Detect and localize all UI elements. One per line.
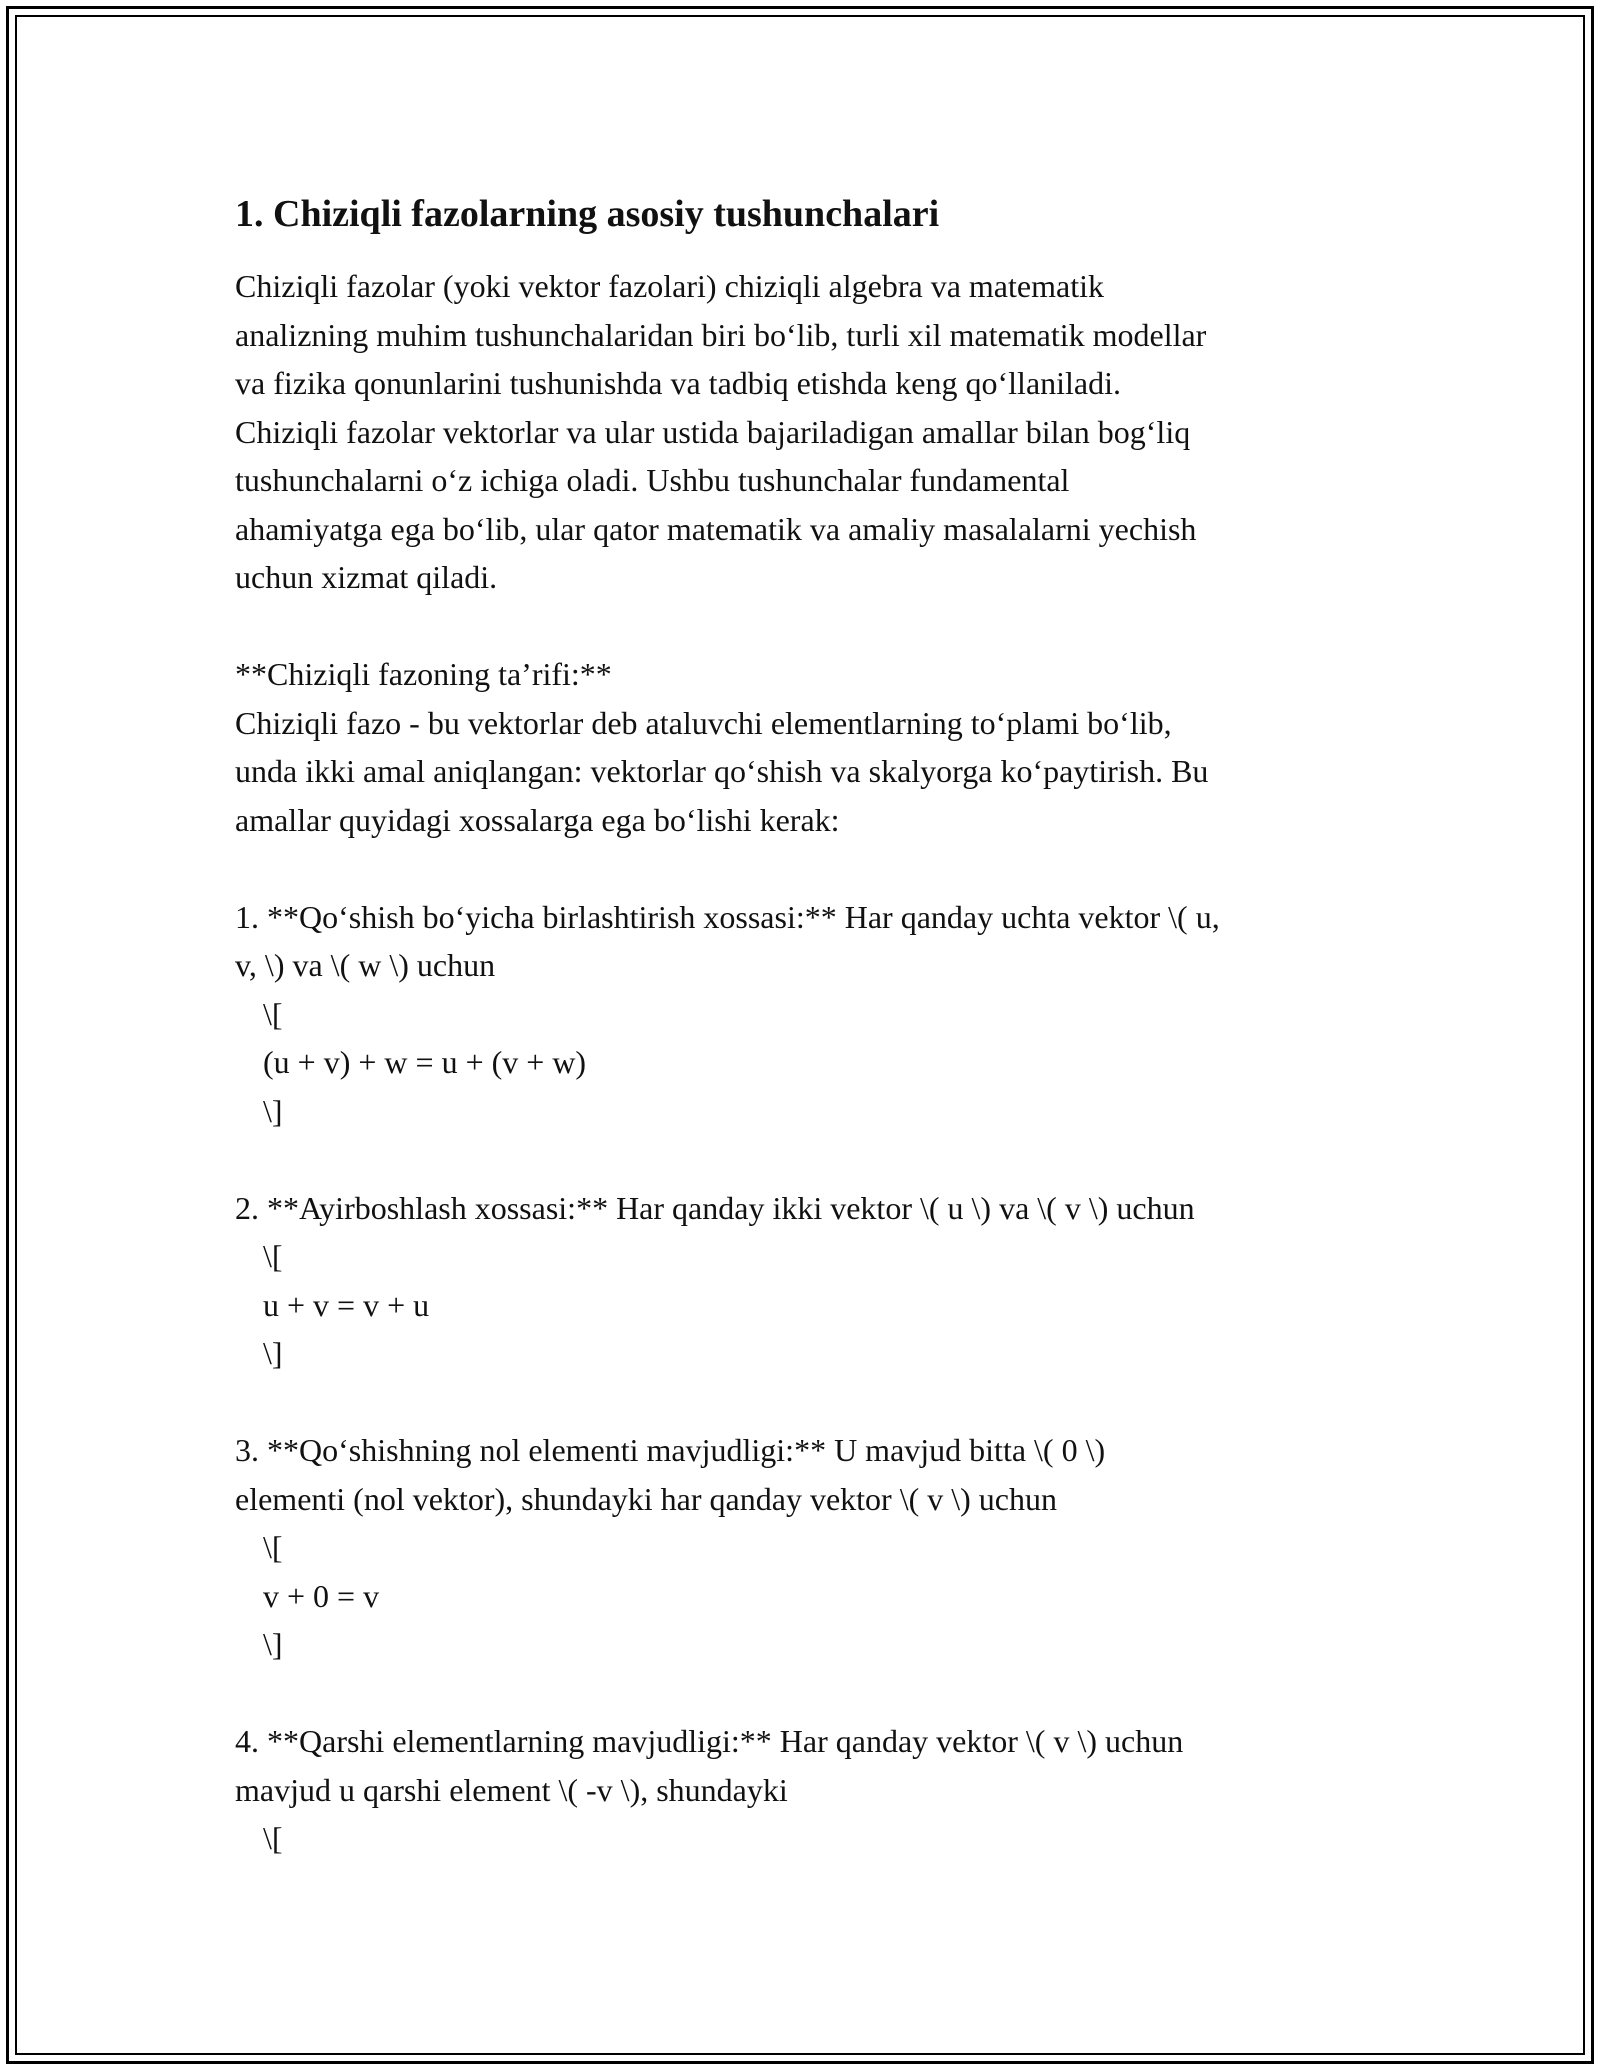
property-2 (235, 1184, 1375, 1378)
definition-line: unda ikki amal aniqlangan: vektorlar qo‘shish va skalyorga ko‘paytirish. Bu (235, 753, 1209, 789)
formula-close: \] (263, 1626, 283, 1662)
definition-line: amallar quyidagi xossalarga ega bo‘lishi kerak: (235, 801, 840, 838)
formula-body: u + v = v + u (263, 1286, 430, 1323)
formula-open: \[ (263, 995, 283, 1032)
property-line: mavjud u qarshi element \( -v \), shundayki (235, 1771, 788, 1808)
formula-open: \[ (263, 1529, 283, 1565)
formula-close: \] (263, 1092, 283, 1129)
definition-heading: **Chiziqli fazoning ta’rifi:** (235, 656, 612, 692)
paragraph-gap (235, 1378, 1375, 1427)
property-line: v, \) va \( w \) uchun (235, 947, 496, 983)
definition-line: Chiziqli fazo - bu vektorlar deb ataluvchi elementlarning to‘plami bo‘lib, (235, 704, 1172, 741)
paragraph-gap (235, 1135, 1375, 1184)
paragraph-gap (235, 602, 1375, 651)
property-line: 1. **Qo‘shish bo‘yicha birlashtirish xossasi:** Har qanday uchta vektor \( u, (235, 898, 1220, 935)
formula-open: \[ (263, 1820, 283, 1856)
paragraph-gap (235, 844, 1375, 893)
intro-paragraph (235, 262, 1375, 602)
intro-line: va fizika qonunlarini tushunishda va tadbiq etishda keng qo‘llaniladi. (235, 365, 1122, 401)
definition-paragraph (235, 650, 1375, 844)
formula-body: v + 0 = v (263, 1577, 380, 1614)
property-line: elementi (nol vektor), shundayki har qanday vektor \( v \) uchun (235, 1480, 1057, 1517)
document-body (235, 188, 1375, 1863)
property-1 (235, 893, 1375, 1136)
formula-body: (u + v) + w = u + (v + w) (263, 1044, 587, 1080)
property-line: 4. **Qarshi elementlarning mavjudligi:** Har qanday vektor \( v \) uchun (235, 1723, 1184, 1759)
intro-line: tushunchalarni o‘z ichiga oladi. Ushbu tushunchalar fundamental (235, 462, 1070, 498)
intro-line: ahamiyatga ega bo‘lib, ular qator matematik va amaliy masalalarni yechish (235, 510, 1197, 547)
document-title: 1. Chiziqli fazolarning asosiy tushunchalari (235, 193, 940, 235)
formula-close: \] (263, 1335, 283, 1371)
property-line: 2. **Ayirboshlash xossasi:** Har qanday ikki vektor \( u \) va \( v \) uchun (235, 1189, 1195, 1226)
intro-line: analizning muhim tushunchalaridan biri bo‘lib, turli xil matematik modellar (235, 316, 1207, 353)
property-3 (235, 1426, 1375, 1669)
property-4 (235, 1717, 1375, 1863)
property-line: 3. **Qo‘shishning nol elementi mavjudligi:** U mavjud bitta \( 0 \) (235, 1432, 1106, 1468)
intro-line: uchun xizmat qiladi. (235, 559, 498, 595)
paragraph-gap (235, 1669, 1375, 1718)
intro-line: Chiziqli fazolar (yoki vektor fazolari) chiziqli algebra va matematik (235, 268, 1104, 304)
formula-open: \[ (263, 1238, 283, 1274)
intro-line: Chiziqli fazolar vektorlar va ular ustida bajariladigan amallar bilan bog‘liq (235, 413, 1191, 450)
